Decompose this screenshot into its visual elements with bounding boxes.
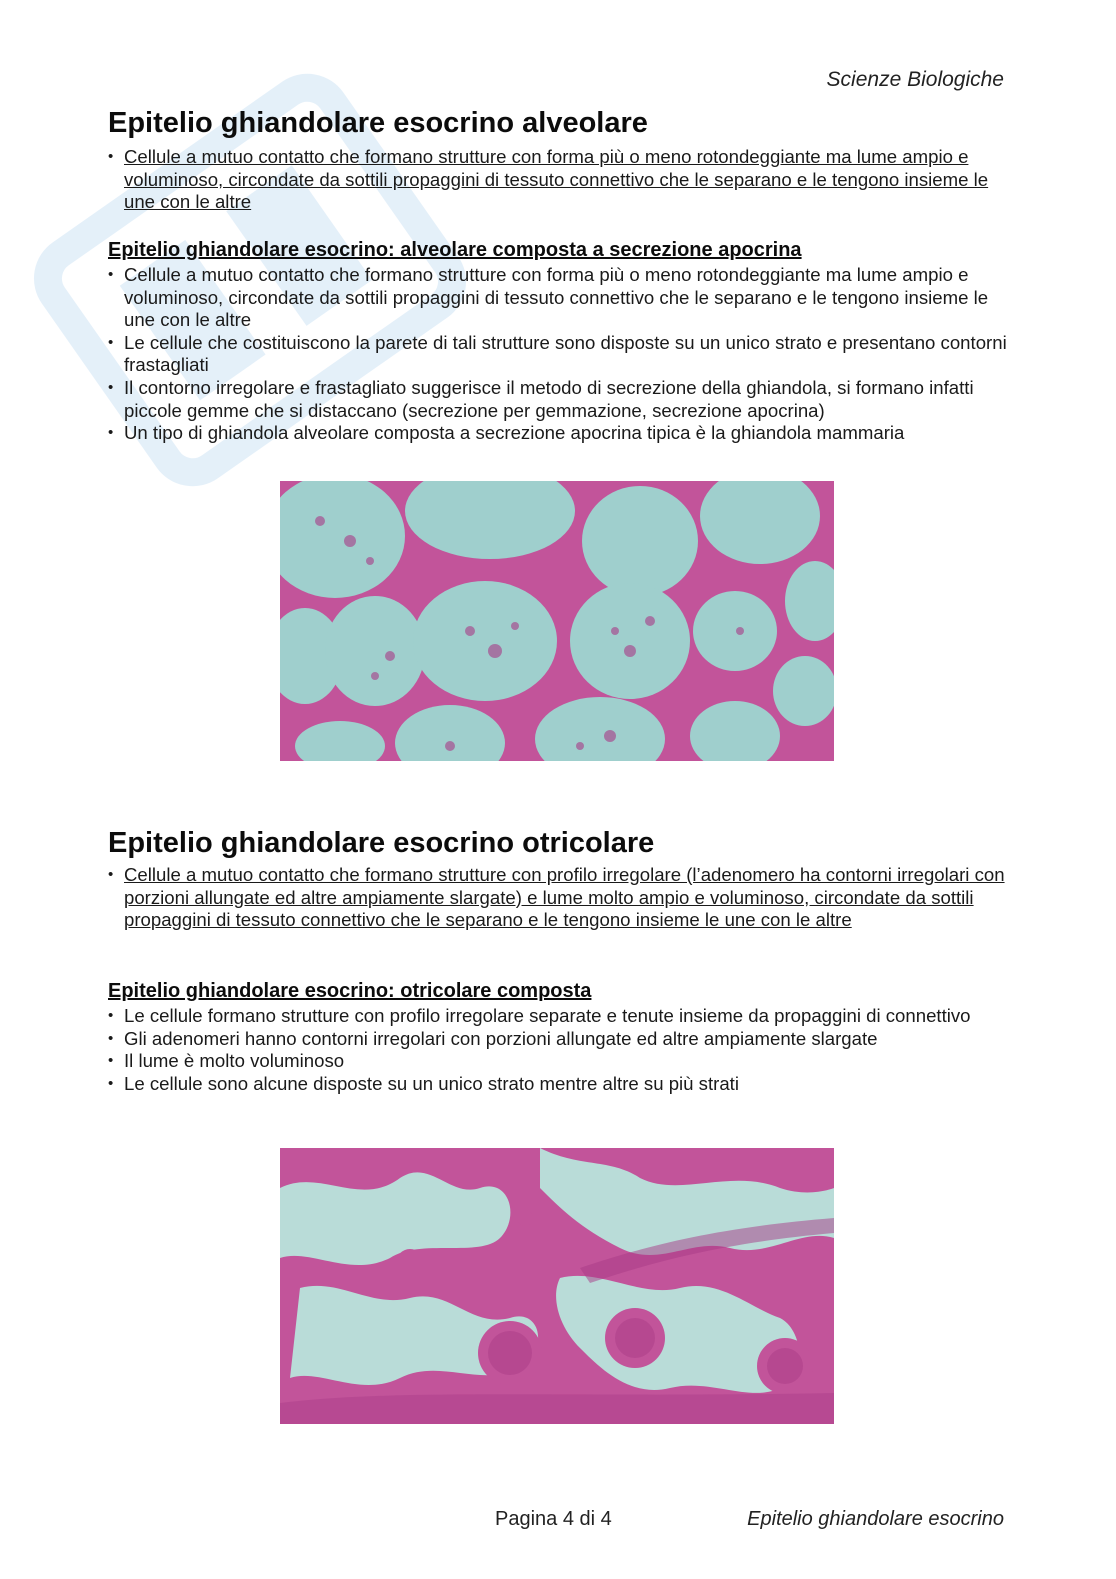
- bullet-list: [108, 264, 1008, 445]
- list-item: • Il contorno irregolare e frastagliato suggerisce il metodo di secrezione della ghiandola, si formano infatti piccole gemme che si distaccano (secrezione per gemmazione, secrezione apocrina): [108, 377, 1008, 422]
- list-item: • Cellule a mutuo contatto che formano strutture con forma più o meno rotondeggiante ma lume ampio e voluminoso, circondate da sottili propaggini di tessuto connettivo che le separano e le tengono insieme le une con le altre: [108, 146, 1008, 214]
- histology-image-otricolare: [280, 1148, 834, 1424]
- list-item: • Le cellule che costituiscono la parete di tali strutture sono disposte su un unico strato e presentano contorni frastagliati: [108, 332, 1008, 377]
- running-header: Scienze Biologiche: [826, 68, 1004, 91]
- histology-illustration: [280, 1148, 834, 1424]
- section-alveolare: [108, 106, 1008, 214]
- subsection-otricolare-composta: [108, 979, 1008, 1095]
- list-item: • Un tipo di ghiandola alveolare composta a secrezione apocrina tipica è la ghiandola mammaria: [108, 422, 1008, 445]
- subsection-title: Epitelio ghiandolare esocrino: alveolare composta a secrezione apocrina: [108, 239, 802, 261]
- page-number: Pagina 4 di 4: [495, 1508, 612, 1530]
- section-title: Epitelio ghiandolare esocrino alveolare: [108, 107, 648, 139]
- list-item: • Gli adenomeri hanno contorni irregolari con porzioni allungate ed altre ampiamente slargate: [108, 1028, 1008, 1051]
- subsection-alveolare-apocrina: [108, 238, 1008, 445]
- list-item: • Il lume è molto voluminoso: [108, 1050, 1008, 1073]
- list-item: • Cellule a mutuo contatto che formano strutture con forma più o meno rotondeggiante ma lume ampio e voluminoso, circondate da sottili propaggini di tessuto connettivo che le separano e le tengono insieme le une con le altre: [108, 264, 1008, 332]
- list-item: • Le cellule formano strutture con profilo irregolare separate e tenute insieme da propaggini di connettivo: [108, 1005, 1008, 1028]
- list-item: • Le cellule sono alcune disposte su un unico strato mentre altre su più strati: [108, 1073, 1008, 1096]
- histology-illustration: [280, 481, 834, 761]
- footer-document-title: Epitelio ghiandolare esocrino: [747, 1508, 1004, 1530]
- histology-image-alveolare: [280, 481, 834, 761]
- list-item: • Cellule a mutuo contatto che formano strutture con profilo irregolare (l’adenomero ha contorni irregolari con porzioni allungate ed altre ampiamente slargate) e lume molto ampio e voluminoso, circondate da sottili propaggini di tessuto connettivo che le separano e le tengono insieme le une con le altre: [108, 864, 1008, 932]
- section-title: Epitelio ghiandolare esocrino otricolare: [108, 827, 655, 859]
- intro-bullet-list: [108, 864, 1008, 932]
- section-otricolare: [108, 826, 1008, 932]
- subsection-title: Epitelio ghiandolare esocrino: otricolare composta: [108, 980, 592, 1002]
- bullet-list: [108, 1005, 1008, 1095]
- intro-bullet-list: [108, 146, 1008, 214]
